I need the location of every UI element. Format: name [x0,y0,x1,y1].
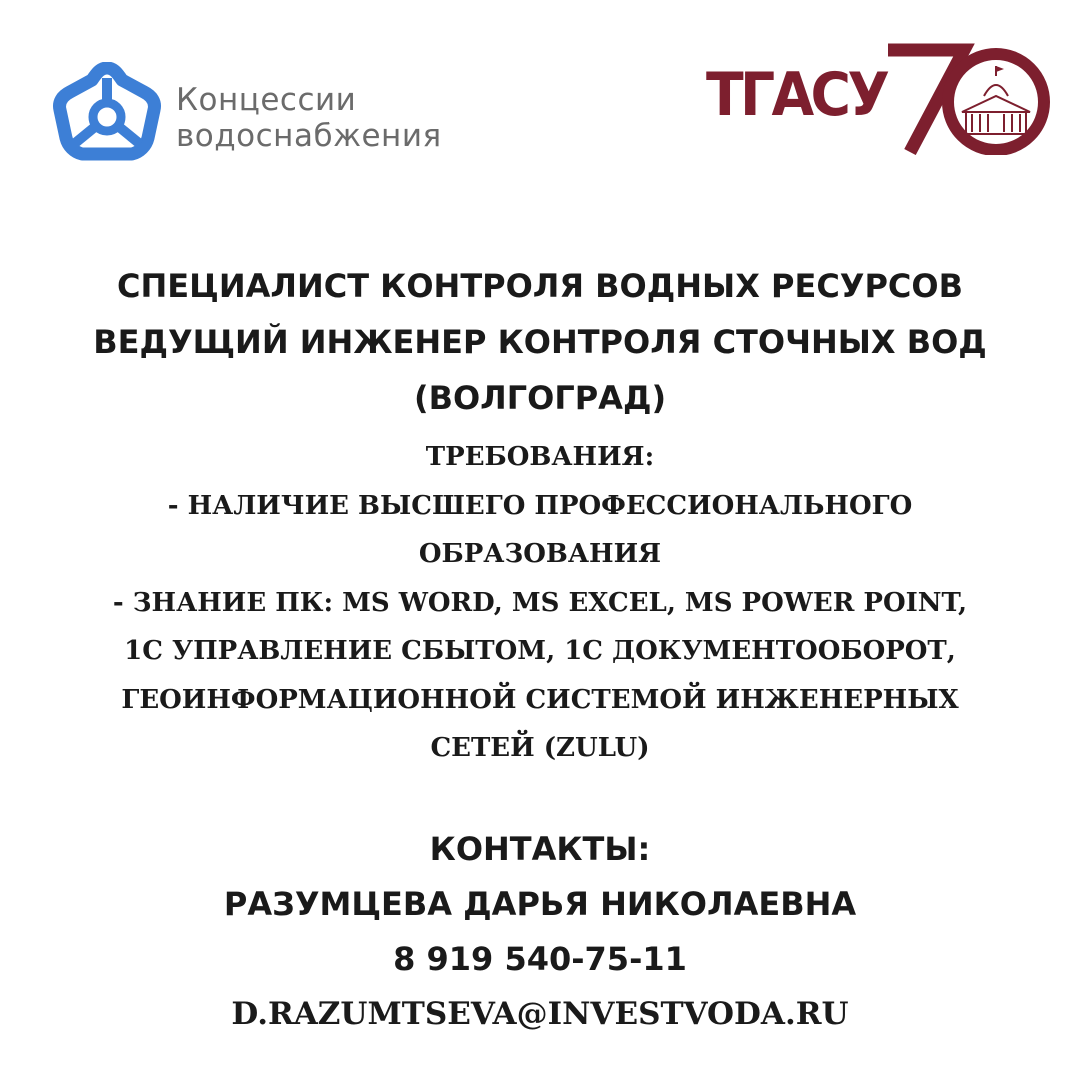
brand-line-2: водоснабжения [176,118,442,154]
contacts-heading: КОНТАКТЫ: [429,830,651,868]
contact-phone[interactable]: 8 919 540-75-11 [393,940,687,978]
valve-handwheel-icon [52,62,162,172]
contacts-block [0,822,1080,1042]
university-abbr: ТГАСУ [706,60,887,130]
headline-line-3: (ВОЛГОГРАД) [413,379,667,417]
requirement-line: ГЕОИНФОРМАЦИОННОЙ СИСТЕМОЙ ИНЖЕНЕРНЫХ [121,684,959,715]
requirements-block [0,433,1080,773]
contact-name: РАЗУМЦЕВА ДАРЬЯ НИКОЛАЕВНА [223,885,857,923]
brand-line-1: Концессии [176,82,357,118]
requirements-heading: ТРЕБОВАНИЯ: [425,442,655,472]
brand-name [176,82,442,154]
contact-email[interactable]: D.RAZUMTSEVA@INVESTVODA.RU [231,996,849,1032]
requirement-line: - НАЛИЧИЕ ВЫСШЕГО ПРОФЕССИОНАЛЬНОГО [167,490,913,521]
requirement-line: ОБРАЗОВАНИЯ [418,539,662,569]
headline-line-2: ВЕДУЩИЙ ИНЖЕНЕР КОНТРОЛЯ СТОЧНЫХ ВОД [93,323,987,361]
logo-left [52,62,492,172]
headline-line-1: СПЕЦИАЛИСТ КОНТРОЛЯ ВОДНЫХ РЕСУРСОВ [117,267,963,305]
anniversary-70-mark [706,40,1056,155]
logo-right [706,40,1056,155]
requirement-line: СЕТЕЙ (ZULU) [430,733,650,763]
university-building-icon [948,54,1044,150]
requirement-line: - ЗНАНИЕ ПК: MS WORD, MS EXCEL, MS POWER POINT, [112,587,968,618]
requirement-line: 1С УПРАВЛЕНИЕ СБЫТОМ, 1С ДОКУМЕНТООБОРОТ, [124,636,956,666]
job-headline [0,258,1080,426]
